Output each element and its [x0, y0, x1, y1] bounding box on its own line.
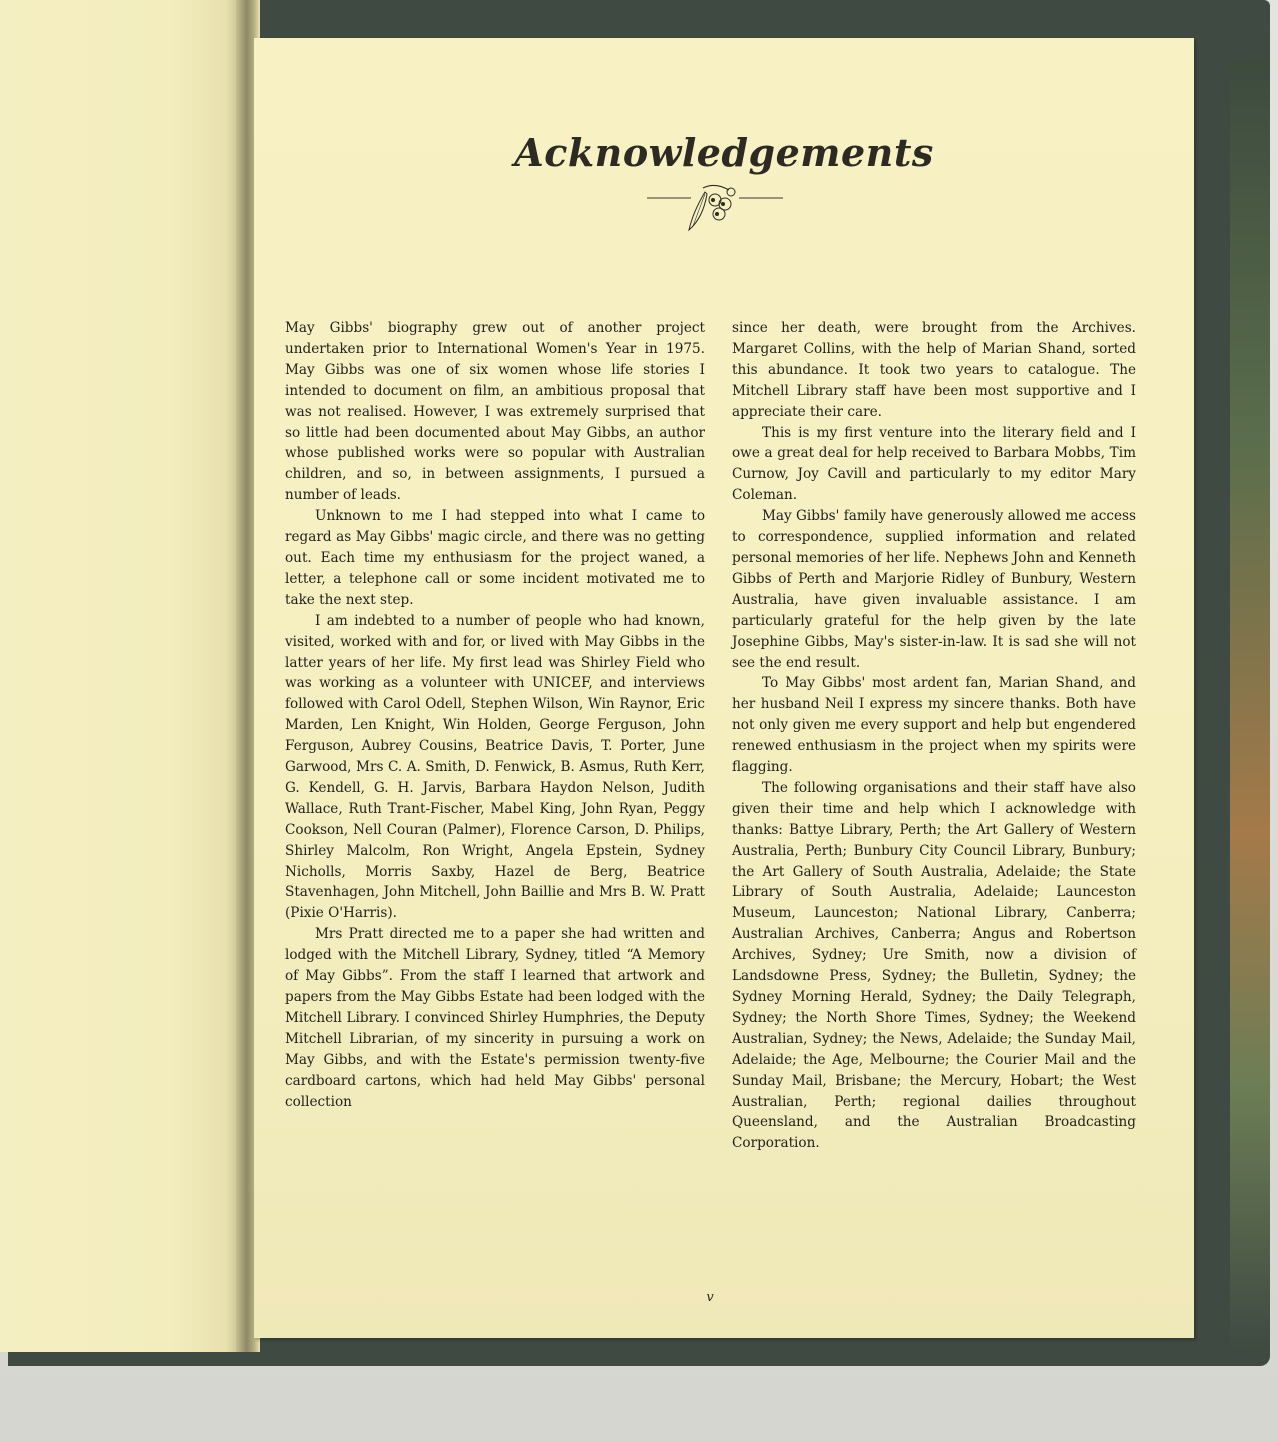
page-number: v: [706, 1290, 714, 1305]
right-text-column: [732, 318, 1136, 1154]
gumnut-sprig-icon: [645, 178, 785, 238]
cover-edge-illustration: [1230, 60, 1270, 1350]
paragraph: May Gibbs' biography grew out of another project undertaken prior to International Women's Year in 1975. May Gibbs was one of six women whose life stories I intended to document on film, an ambitious proposal that was not realised. However, I was extremely surprised that so little had been documented about May Gibbs, an author whose published works were so popular with Australian children, and so, in between assignments, I pursued a number of leads.: [285, 320, 705, 504]
paragraph: Unknown to me I had stepped into what I came to regard as May Gibbs' magic circle, and there was no getting out. Each time my enthusiasm for the project waned, a letter, a telephone call or some incident motivated me to take the next step.: [285, 508, 705, 608]
paragraph: The following organisations and their staff have also given their time and help which I acknowledge with thanks: Battye Library, Perth; the Art Gallery of Western Australia, Perth; Bunbury City Council Library, Bunbury; the Art Gallery of South Australia, Adelaide; the State Library of South Australia, Adelaide; Launceston Museum, Launceston; National Library, Canberra; Australian Archives, Canberra; Angus and Robertson Archives, Sydney; Ure Smith, now a division of Landsdowne Press, Sydney; the Bulletin, Sydney; the Sydney Morning Herald, Sydney; the Daily Telegraph, Sydney; the North Shore Times, Sydney; the Weekend Australian, Sydney; the News, Adelaide; the Sunday Mail, Adelaide; the Age, Melbourne; the Courier Mail and the Sunday Mail, Brisbane; the Mercury, Hobart; the West Australian, Perth; regional dailies throughout Queensland, and the Australian Broadcasting Corporation.: [732, 779, 1136, 1152]
paragraph: I am indebted to a number of people who had known, visited, worked with and for, or lived with May Gibbs in the latter years of her life. My first lead was Shirley Field who was working as a volunteer with UNICEF, and interviews followed with Carol Odell, Stephen Wilson, Win Raynor, Eric Marden, Len Knight, Win Holden, George Ferguson, John Ferguson, Aubrey Cousins, Beatrice Davis, T. Porter, June Garwood, Mrs C. A. Smith, D. Fenwick, B. Asmus, Ruth Kerr, G. Kendell, G. H. Jarvis, Barbara Haydon Nelson, Judith Wallace, Ruth Trant-Fischer, Mabel King, John Ryan, Peggy Cookson, Nell Couran (Palmer), Florence Carson, D. Philips, Shirley Malcolm, Ron Wright, Angela Epstein, Sydney Nicholls, Morris Saxby, Hazel de Berg, Beatrice Stavenhagen, John Mitchell, John Baillie and Mrs B. W. Pratt (Pixie O'Harris).: [285, 612, 705, 922]
left-text-column: [285, 318, 705, 1112]
page-title: Acknowledgements: [514, 130, 934, 175]
paragraph: since her death, were brought from the Archives. Margaret Collins, with the help of Marian Shand, sorted this abundance. It took two years to catalogue. The Mitchell Library staff have been most supportive and I appreciate their care.: [732, 320, 1136, 420]
paragraph: May Gibbs' family have generously allowed me access to correspondence, supplied information and related personal memories of her life. Nephews John and Kenneth Gibbs of Perth and Marjorie Ridley of Bunbury, Western Australia, have given invaluable assistance. I am particularly grateful for the help given by the late Josephine Gibbs, May's sister-in-law. It is sad she will not see the end result.: [732, 508, 1136, 671]
paragraph: To May Gibbs' most ardent fan, Marian Shand, and her husband Neil I express my sincere thanks. Both have not only given me every support and help but engendered renewed enthusiasm in the project when my spirits were flagging.: [732, 675, 1136, 776]
paragraph: Mrs Pratt directed me to a paper she had written and lodged with the Mitchell Library, Sydney, titled “A Memory of May Gibbs”. From the staff I learned that artwork and papers from the May Gibbs Estate had been lodged with the Mitchell Library. I convinced Shirley Humphries, the Deputy Mitchell Librarian, of my sincerity in pursuing a work on May Gibbs, and with the Estate's permission twenty-five cardboard cartons, which had held May Gibbs' personal collection: [285, 926, 705, 1110]
left-page: [0, 0, 246, 1352]
paragraph: This is my first venture into the literary field and I owe a great deal for help received to Barbara Mobbs, Tim Curnow, Joy Cavill and particularly to my editor Mary Coleman.: [732, 424, 1136, 504]
